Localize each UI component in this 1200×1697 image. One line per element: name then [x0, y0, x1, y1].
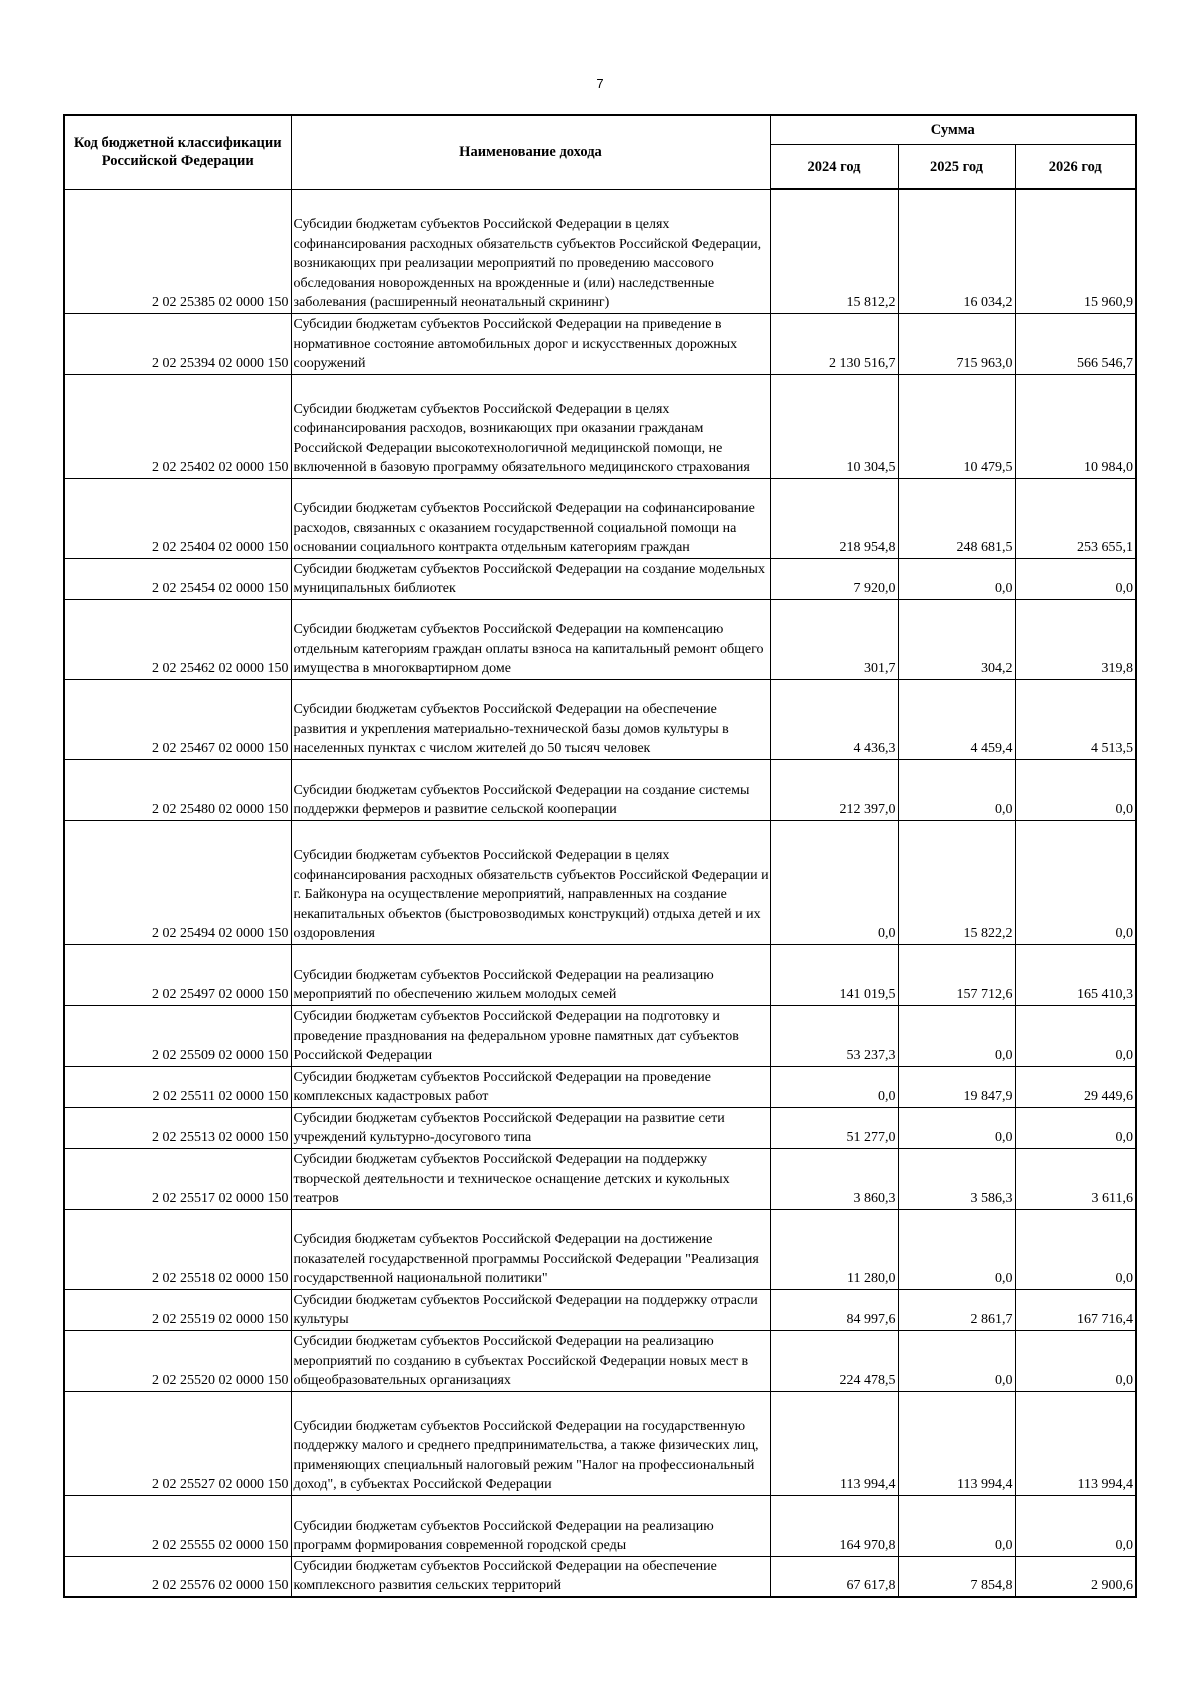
budget-code-cell: 2 02 25454 02 0000 150	[64, 558, 291, 599]
budget-code-cell: 2 02 25527 02 0000 150	[64, 1391, 291, 1495]
table-row	[64, 820, 1136, 944]
income-name-cell: Субсидии бюджетам субъектов Российской Федерации на создание системы поддержки фермеров и развитие сельской кооперации	[291, 759, 770, 820]
sum-2025-cell: 0,0	[898, 1107, 1015, 1148]
table-row	[64, 1289, 1136, 1330]
budget-code-cell: 2 02 25462 02 0000 150	[64, 599, 291, 679]
sum-2026-cell: 0,0	[1015, 820, 1136, 944]
sum-2024-cell: 3 860,3	[770, 1148, 898, 1209]
budget-code-cell: 2 02 25520 02 0000 150	[64, 1330, 291, 1391]
sum-2026-cell: 0,0	[1015, 1005, 1136, 1066]
table-row	[64, 679, 1136, 759]
table-row	[64, 1495, 1136, 1556]
income-name-cell: Субсидии бюджетам субъектов Российской Федерации на реализацию программ формирования современной городской среды	[291, 1495, 770, 1556]
sum-2025-cell: 248 681,5	[898, 478, 1015, 558]
sum-2025-cell: 10 479,5	[898, 374, 1015, 478]
sum-2025-cell: 3 586,3	[898, 1148, 1015, 1209]
sum-2026-cell: 566 546,7	[1015, 313, 1136, 374]
sum-2025-cell: 7 854,8	[898, 1556, 1015, 1597]
income-name-cell: Субсидии бюджетам субъектов Российской Федерации в целях софинансирования расходных обязательств субъектов Российской Федерации и г. Байконура на осуществление мероприятий, направленных на создание некапитальных объектов (быстровозводимых конструкций) отдыха детей и их оздоровления	[291, 820, 770, 944]
sum-2024-cell: 7 920,0	[770, 558, 898, 599]
income-name-cell: Субсидии бюджетам субъектов Российской Федерации на поддержку творческой деятельности и техническое оснащение детских и кукольных театров	[291, 1148, 770, 1209]
sum-2024-cell: 4 436,3	[770, 679, 898, 759]
sum-2024-cell: 84 997,6	[770, 1289, 898, 1330]
budget-code-cell: 2 02 25394 02 0000 150	[64, 313, 291, 374]
budget-code-cell: 2 02 25519 02 0000 150	[64, 1289, 291, 1330]
income-name-cell: Субсидии бюджетам субъектов Российской Федерации на поддержку отрасли культуры	[291, 1289, 770, 1330]
sum-2025-cell: 15 822,2	[898, 820, 1015, 944]
budget-code-cell: 2 02 25402 02 0000 150	[64, 374, 291, 478]
budget-code-cell: 2 02 25497 02 0000 150	[64, 944, 291, 1005]
sum-2024-cell: 51 277,0	[770, 1107, 898, 1148]
table-row	[64, 1556, 1136, 1597]
sum-2024-cell: 67 617,8	[770, 1556, 898, 1597]
budget-code-cell: 2 02 25513 02 0000 150	[64, 1107, 291, 1148]
sum-2025-cell: 0,0	[898, 1495, 1015, 1556]
budget-code-cell: 2 02 25467 02 0000 150	[64, 679, 291, 759]
sum-2026-cell: 4 513,5	[1015, 679, 1136, 759]
budget-code-cell: 2 02 25518 02 0000 150	[64, 1209, 291, 1289]
income-name-cell: Субсидии бюджетам субъектов Российской Федерации на обеспечение развития и укрепления материально-технической базы домов культуры в населенных пунктах с числом жителей до 50 тысяч человек	[291, 679, 770, 759]
table-body	[64, 189, 1136, 1597]
table-row	[64, 1107, 1136, 1148]
header-sum: Сумма	[770, 115, 1136, 145]
sum-2026-cell: 165 410,3	[1015, 944, 1136, 1005]
budget-code-cell: 2 02 25576 02 0000 150	[64, 1556, 291, 1597]
sum-2024-cell: 53 237,3	[770, 1005, 898, 1066]
sum-2025-cell: 0,0	[898, 1209, 1015, 1289]
sum-2025-cell: 2 861,7	[898, 1289, 1015, 1330]
table-row	[64, 189, 1136, 313]
table-row	[64, 558, 1136, 599]
sum-2024-cell: 2 130 516,7	[770, 313, 898, 374]
sum-2025-cell: 0,0	[898, 759, 1015, 820]
sum-2026-cell: 3 611,6	[1015, 1148, 1136, 1209]
sum-2024-cell: 0,0	[770, 820, 898, 944]
income-name-cell: Субсидии бюджетам субъектов Российской Федерации на обеспечение комплексного развития сельских территорий	[291, 1556, 770, 1597]
income-name-cell: Субсидии бюджетам субъектов Российской Федерации на компенсацию отдельным категориям граждан оплаты взноса на капитальный ремонт общего имущества в многоквартирном доме	[291, 599, 770, 679]
table-row	[64, 374, 1136, 478]
header-name: Наименование дохода	[291, 115, 770, 189]
table-row	[64, 1391, 1136, 1495]
income-name-cell: Субсидии бюджетам субъектов Российской Федерации на проведение комплексных кадастровых работ	[291, 1066, 770, 1107]
table-row	[64, 759, 1136, 820]
sum-2026-cell: 0,0	[1015, 1107, 1136, 1148]
sum-2025-cell: 19 847,9	[898, 1066, 1015, 1107]
sum-2025-cell: 0,0	[898, 1005, 1015, 1066]
sum-2024-cell: 15 812,2	[770, 189, 898, 313]
budget-code-cell: 2 02 25555 02 0000 150	[64, 1495, 291, 1556]
income-name-cell: Субсидии бюджетам субъектов Российской Федерации в целях софинансирования расходов, возникающих при оказании гражданам Российской Федерации высокотехнологичной медицинской помощи, не включенной в базовую программу обязательного медицинского страхования	[291, 374, 770, 478]
income-name-cell: Субсидии бюджетам субъектов Российской Федерации на реализацию мероприятий по обеспечению жильем молодых семей	[291, 944, 770, 1005]
sum-2025-cell: 157 712,6	[898, 944, 1015, 1005]
table-row	[64, 1209, 1136, 1289]
table-row	[64, 1005, 1136, 1066]
sum-2026-cell: 2 900,6	[1015, 1556, 1136, 1597]
sum-2025-cell: 304,2	[898, 599, 1015, 679]
sum-2026-cell: 113 994,4	[1015, 1391, 1136, 1495]
income-name-cell: Субсидии бюджетам субъектов Российской Федерации на софинансирование расходов, связанных с оказанием государственной социальной помощи на основании социального контракта отдельным категориям граждан	[291, 478, 770, 558]
page-number: 7	[596, 76, 604, 91]
income-name-cell: Субсидии бюджетам субъектов Российской Федерации на развитие сети учреждений культурно-досугового типа	[291, 1107, 770, 1148]
budget-code-cell: 2 02 25385 02 0000 150	[64, 189, 291, 313]
sum-2026-cell: 10 984,0	[1015, 374, 1136, 478]
sum-2025-cell: 113 994,4	[898, 1391, 1015, 1495]
budget-code-cell: 2 02 25494 02 0000 150	[64, 820, 291, 944]
sum-2025-cell: 715 963,0	[898, 313, 1015, 374]
table-row	[64, 313, 1136, 374]
budget-code-cell: 2 02 25517 02 0000 150	[64, 1148, 291, 1209]
income-name-cell: Субсидии бюджетам субъектов Российской Федерации на государственную поддержку малого и среднего предпринимательства, а также физических лиц, применяющих специальный налоговый режим "Налог на профессиональный доход", в субъектах Российской Федерации	[291, 1391, 770, 1495]
sum-2026-cell: 0,0	[1015, 1209, 1136, 1289]
income-name-cell: Субсидии бюджетам субъектов Российской Федерации на подготовку и проведение празднования на федеральном уровне памятных дат субъектов Российской Федерации	[291, 1005, 770, 1066]
budget-code-cell: 2 02 25404 02 0000 150	[64, 478, 291, 558]
sum-2024-cell: 141 019,5	[770, 944, 898, 1005]
header-code: Код бюджетной классификации Российской Федерации	[64, 115, 291, 189]
table-row	[64, 478, 1136, 558]
income-name-cell: Субсидии бюджетам субъектов Российской Федерации на реализацию мероприятий по созданию в субъектах Российской Федерации новых мест в общеобразовательных организациях	[291, 1330, 770, 1391]
sum-2026-cell: 15 960,9	[1015, 189, 1136, 313]
header-year-2024: 2024 год	[770, 145, 898, 190]
sum-2024-cell: 11 280,0	[770, 1209, 898, 1289]
sum-2024-cell: 0,0	[770, 1066, 898, 1107]
revenue-table	[63, 114, 1137, 1598]
sum-2024-cell: 224 478,5	[770, 1330, 898, 1391]
sum-2026-cell: 0,0	[1015, 558, 1136, 599]
table-row	[64, 599, 1136, 679]
sum-2026-cell: 0,0	[1015, 1495, 1136, 1556]
sum-2025-cell: 4 459,4	[898, 679, 1015, 759]
income-name-cell: Субсидии бюджетам субъектов Российской Федерации в целях софинансирования расходных обязательств субъектов Российской Федерации, возникающих при реализации мероприятий по проведению массового обследования новорожденных на врожденные и (или) наследственные заболевания (расширенный неонатальный скрининг)	[291, 189, 770, 313]
sum-2024-cell: 301,7	[770, 599, 898, 679]
table-row	[64, 1330, 1136, 1391]
income-name-cell: Субсидия бюджетам субъектов Российской Федерации на достижение показателей государственной программы Российской Федерации "Реализация государственной национальной политики"	[291, 1209, 770, 1289]
table-row	[64, 1148, 1136, 1209]
sum-2026-cell: 0,0	[1015, 759, 1136, 820]
income-name-cell: Субсидии бюджетам субъектов Российской Федерации на приведение в нормативное состояние автомобильных дорог и искусственных дорожных сооружений	[291, 313, 770, 374]
table-row	[64, 944, 1136, 1005]
budget-code-cell: 2 02 25509 02 0000 150	[64, 1005, 291, 1066]
sum-2025-cell: 16 034,2	[898, 189, 1015, 313]
sum-2026-cell: 0,0	[1015, 1330, 1136, 1391]
sum-2025-cell: 0,0	[898, 1330, 1015, 1391]
sum-2024-cell: 212 397,0	[770, 759, 898, 820]
sum-2026-cell: 253 655,1	[1015, 478, 1136, 558]
budget-code-cell: 2 02 25480 02 0000 150	[64, 759, 291, 820]
sum-2026-cell: 167 716,4	[1015, 1289, 1136, 1330]
sum-2024-cell: 10 304,5	[770, 374, 898, 478]
budget-code-cell: 2 02 25511 02 0000 150	[64, 1066, 291, 1107]
sum-2024-cell: 164 970,8	[770, 1495, 898, 1556]
sum-2025-cell: 0,0	[898, 558, 1015, 599]
sum-2026-cell: 319,8	[1015, 599, 1136, 679]
table-row	[64, 1066, 1136, 1107]
table-header	[64, 115, 1136, 189]
sum-2024-cell: 113 994,4	[770, 1391, 898, 1495]
income-name-cell: Субсидии бюджетам субъектов Российской Федерации на создание модельных муниципальных библиотек	[291, 558, 770, 599]
sum-2026-cell: 29 449,6	[1015, 1066, 1136, 1107]
sum-2024-cell: 218 954,8	[770, 478, 898, 558]
header-year-2026: 2026 год	[1015, 145, 1136, 190]
header-year-2025: 2025 год	[898, 145, 1015, 190]
